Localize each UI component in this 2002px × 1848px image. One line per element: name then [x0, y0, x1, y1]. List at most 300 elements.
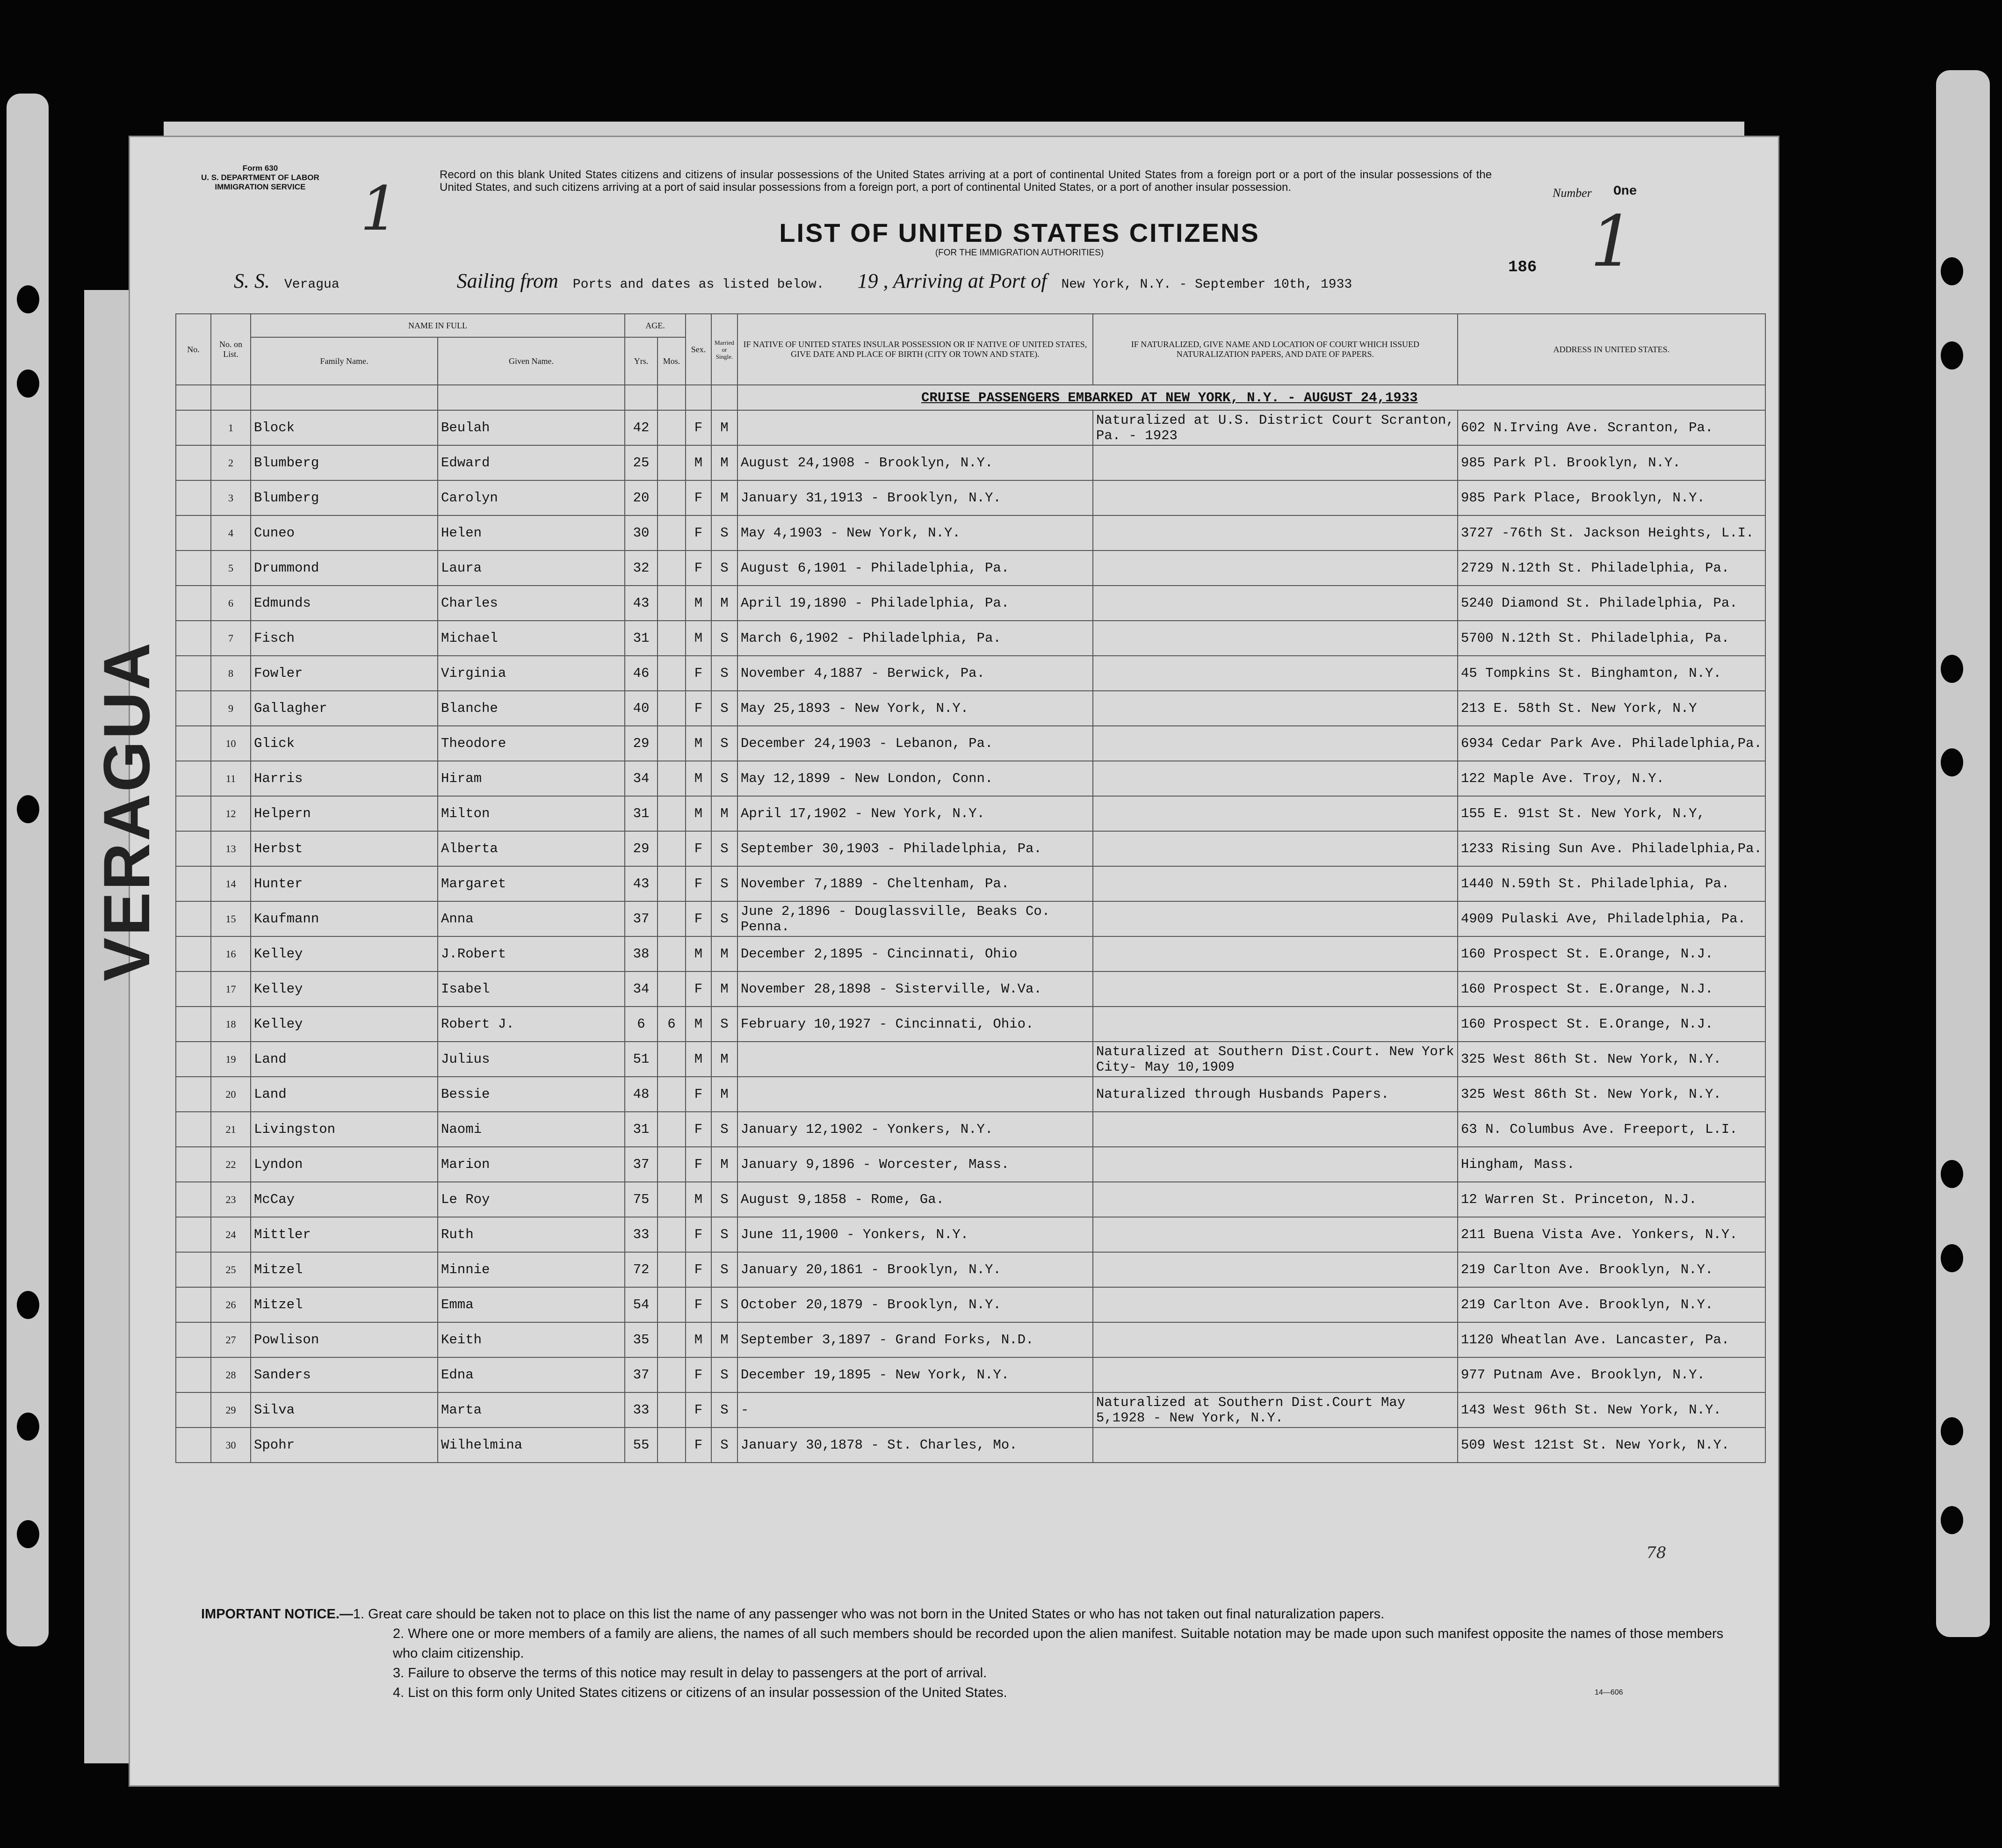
- family-name: Kaufmann: [251, 901, 438, 936]
- sex: M: [686, 586, 711, 621]
- form-code: 14—606: [1595, 1689, 1623, 1696]
- given-name: Minnie: [438, 1252, 625, 1287]
- col-sex: Sex.: [686, 314, 711, 385]
- table-row: [176, 445, 1765, 480]
- given-name: Marta: [438, 1392, 625, 1428]
- age-months: [658, 1217, 686, 1252]
- naturalization-info: [1093, 1182, 1458, 1217]
- punch-hole: [17, 1291, 39, 1319]
- age-years: 31: [625, 1112, 658, 1147]
- age-months: [658, 621, 686, 656]
- marital-status: S: [711, 901, 737, 936]
- naturalization-info: [1093, 551, 1458, 586]
- given-name: Theodore: [438, 726, 625, 761]
- table-row: [176, 1252, 1765, 1287]
- table-row: [176, 1322, 1765, 1357]
- given-name: Anna: [438, 901, 625, 936]
- address: 325 West 86th St. New York, N.Y.: [1458, 1077, 1765, 1112]
- marital-status: M: [711, 445, 737, 480]
- sex: M: [686, 761, 711, 796]
- birth-info: April 17,1902 - New York, N.Y.: [737, 796, 1093, 831]
- given-name: Ruth: [438, 1217, 625, 1252]
- marital-status: S: [711, 831, 737, 866]
- punch-hole: [1941, 1417, 1963, 1445]
- sex: F: [686, 1147, 711, 1182]
- list-number: 18: [211, 1007, 251, 1042]
- family-name: Silva: [251, 1392, 438, 1428]
- arriving-label: , Arriving at Port of: [883, 269, 1047, 292]
- col-given-name: Given Name.: [438, 337, 625, 385]
- address: 160 Prospect St. E.Orange, N.J.: [1458, 971, 1765, 1007]
- col-mos: Mos.: [658, 337, 686, 385]
- col-name-in-full: NAME IN FULL: [251, 314, 625, 337]
- marital-status: S: [711, 691, 737, 726]
- age-months: [658, 1182, 686, 1217]
- marital-status: S: [711, 515, 737, 551]
- age-months: 6: [658, 1007, 686, 1042]
- punch-hole: [1941, 1160, 1963, 1188]
- age-years: 48: [625, 1077, 658, 1112]
- given-name: Naomi: [438, 1112, 625, 1147]
- notice-item: 4. List on this form only United States citizens or citizens of an insular possession of the United States.: [393, 1685, 1007, 1700]
- sex: M: [686, 1322, 711, 1357]
- age-years: 51: [625, 1042, 658, 1077]
- age-years: 37: [625, 1357, 658, 1392]
- sex: M: [686, 726, 711, 761]
- sailing-label: Sailing from: [456, 269, 558, 292]
- address: 12 Warren St. Princeton, N.J.: [1458, 1182, 1765, 1217]
- birth-info: March 6,1902 - Philadelphia, Pa.: [737, 621, 1093, 656]
- table-row: [176, 1112, 1765, 1147]
- naturalization-info: [1093, 621, 1458, 656]
- list-number: 11: [211, 761, 251, 796]
- table-row: [176, 831, 1765, 866]
- family-name: Powlison: [251, 1322, 438, 1357]
- list-number: 20: [211, 1077, 251, 1112]
- address: 155 E. 91st St. New York, N.Y,: [1458, 796, 1765, 831]
- birth-info: May 12,1899 - New London, Conn.: [737, 761, 1093, 796]
- table-row: [176, 1182, 1765, 1217]
- marital-status: S: [711, 1112, 737, 1147]
- col-address: ADDRESS IN UNITED STATES.: [1458, 314, 1765, 385]
- naturalization-info: [1093, 1428, 1458, 1463]
- family-name: McCay: [251, 1182, 438, 1217]
- table-row: [176, 1428, 1765, 1463]
- family-name: Sanders: [251, 1357, 438, 1392]
- family-name: Land: [251, 1042, 438, 1077]
- sex: M: [686, 936, 711, 971]
- marital-status: S: [711, 656, 737, 691]
- table-row: [176, 1007, 1765, 1042]
- age-years: 31: [625, 796, 658, 831]
- table-row: [176, 1217, 1765, 1252]
- given-name: Laura: [438, 551, 625, 586]
- col-no: No.: [176, 314, 211, 385]
- sex: M: [686, 445, 711, 480]
- list-number: 15: [211, 901, 251, 936]
- given-name: Le Roy: [438, 1182, 625, 1217]
- col-marital: Married or Single.: [711, 314, 737, 385]
- age-years: 29: [625, 726, 658, 761]
- given-name: Alberta: [438, 831, 625, 866]
- age-years: 31: [625, 621, 658, 656]
- address: 977 Putnam Ave. Brooklyn, N.Y.: [1458, 1357, 1765, 1392]
- col-birth: IF NATIVE OF UNITED STATES INSULAR POSSESSION OR IF NATIVE OF UNITED STATES, GIVE DATE AND PLACE OF BIRTH (CITY OR TOWN AND STATE).: [737, 314, 1093, 385]
- table-row: [176, 1077, 1765, 1112]
- punch-hole: [17, 795, 39, 823]
- marital-status: S: [711, 761, 737, 796]
- age-years: 34: [625, 971, 658, 1007]
- sex: F: [686, 831, 711, 866]
- given-name: Keith: [438, 1322, 625, 1357]
- marital-status: S: [711, 1428, 737, 1463]
- family-name: Spohr: [251, 1428, 438, 1463]
- age-months: [658, 1357, 686, 1392]
- birth-info: November 28,1898 - Sisterville, W.Va.: [737, 971, 1093, 1007]
- address: 160 Prospect St. E.Orange, N.J.: [1458, 1007, 1765, 1042]
- age-months: [658, 1392, 686, 1428]
- age-years: 37: [625, 901, 658, 936]
- birth-info: October 20,1879 - Brooklyn, N.Y.: [737, 1287, 1093, 1322]
- given-name: Wilhelmina: [438, 1428, 625, 1463]
- marital-status: S: [711, 621, 737, 656]
- birth-info: August 9,1858 - Rome, Ga.: [737, 1182, 1093, 1217]
- naturalization-info: [1093, 1357, 1458, 1392]
- punch-hole: [17, 285, 39, 313]
- birth-info: August 6,1901 - Philadelphia, Pa.: [737, 551, 1093, 586]
- family-name: Mitzel: [251, 1287, 438, 1322]
- family-name: Helpern: [251, 796, 438, 831]
- family-name: Block: [251, 410, 438, 445]
- birth-info: [737, 1077, 1093, 1112]
- given-name: Michael: [438, 621, 625, 656]
- naturalization-info: [1093, 656, 1458, 691]
- given-name: Milton: [438, 796, 625, 831]
- age-months: [658, 410, 686, 445]
- naturalization-info: [1093, 866, 1458, 901]
- age-years: 37: [625, 1147, 658, 1182]
- marital-status: M: [711, 410, 737, 445]
- birth-info: December 24,1903 - Lebanon, Pa.: [737, 726, 1093, 761]
- punch-hole: [17, 1520, 39, 1548]
- given-name: Virginia: [438, 656, 625, 691]
- family-name: Blumberg: [251, 480, 438, 515]
- sex: F: [686, 515, 711, 551]
- naturalization-info: [1093, 691, 1458, 726]
- given-name: Margaret: [438, 866, 625, 901]
- family-name: Kelley: [251, 936, 438, 971]
- naturalization-info: Naturalized at Southern Dist.Court May 5,1928 - New York, N.Y.: [1093, 1392, 1458, 1428]
- table-row: [176, 656, 1765, 691]
- age-months: [658, 1252, 686, 1287]
- age-years: 30: [625, 515, 658, 551]
- naturalization-info: Naturalized at Southern Dist.Court. New York City- May 10,1909: [1093, 1042, 1458, 1077]
- age-years: 72: [625, 1252, 658, 1287]
- given-name: Carolyn: [438, 480, 625, 515]
- year-prefix: 19: [857, 269, 878, 292]
- marital-status: S: [711, 1182, 737, 1217]
- table-row: [176, 480, 1765, 515]
- age-years: 55: [625, 1428, 658, 1463]
- naturalization-info: [1093, 515, 1458, 551]
- age-months: [658, 445, 686, 480]
- given-name: Helen: [438, 515, 625, 551]
- sex: F: [686, 1217, 711, 1252]
- age-years: 38: [625, 936, 658, 971]
- table-row: [176, 901, 1765, 936]
- age-years: 75: [625, 1182, 658, 1217]
- list-number: 22: [211, 1147, 251, 1182]
- family-name: Kelley: [251, 1007, 438, 1042]
- age-years: 6: [625, 1007, 658, 1042]
- list-number: 2: [211, 445, 251, 480]
- given-name: Julius: [438, 1042, 625, 1077]
- family-name: Mitzel: [251, 1252, 438, 1287]
- marital-status: S: [711, 1287, 737, 1322]
- list-number: 16: [211, 936, 251, 971]
- given-name: Edward: [438, 445, 625, 480]
- age-years: 34: [625, 761, 658, 796]
- instructions-text: Record on this blank United States citizens and citizens of insular possessions of the United States arriving at a port of continental United States from a foreign port or a port of the insular possessions of the United States, and such citizens arriving at a port of said insular possessions from a foreign port, a port of continental United States, or a port of another insular possession.: [440, 168, 1492, 194]
- age-months: [658, 726, 686, 761]
- age-months: [658, 586, 686, 621]
- list-number: 10: [211, 726, 251, 761]
- marital-status: S: [711, 866, 737, 901]
- notice-item: 2. Where one or more members of a family are aliens, the names of all such members should be recorded upon the alien manifest. Suitable notation may be made upon such manifest opposite the names of those members who claim citizenship.: [393, 1626, 1724, 1661]
- ship-label: S. S.: [234, 269, 270, 292]
- table-row: [176, 796, 1765, 831]
- cruise-banner: CRUISE PASSENGERS EMBARKED AT NEW YORK, N.Y. - AUGUST 24,1933: [921, 390, 1418, 406]
- punch-hole: [17, 370, 39, 398]
- naturalization-info: Naturalized at U.S. District Court Scranton, Pa. - 1923: [1093, 410, 1458, 445]
- age-months: [658, 866, 686, 901]
- given-name: Charles: [438, 586, 625, 621]
- marital-status: M: [711, 1147, 737, 1182]
- address: 325 West 86th St. New York, N.Y.: [1458, 1042, 1765, 1077]
- age-months: [658, 480, 686, 515]
- age-years: 32: [625, 551, 658, 586]
- family-name: Cuneo: [251, 515, 438, 551]
- birth-info: January 12,1902 - Yonkers, N.Y.: [737, 1112, 1093, 1147]
- list-number: 29: [211, 1392, 251, 1428]
- age-months: [658, 936, 686, 971]
- family-name: Hunter: [251, 866, 438, 901]
- arriving-port: New York, N.Y. - September 10th, 19: [1061, 277, 1337, 292]
- sex: F: [686, 551, 711, 586]
- address: 2729 N.12th St. Philadelphia, Pa.: [1458, 551, 1765, 586]
- address: 219 Carlton Ave. Brooklyn, N.Y.: [1458, 1287, 1765, 1322]
- address: 509 West 121st St. New York, N.Y.: [1458, 1428, 1765, 1463]
- address: 1120 Wheatlan Ave. Lancaster, Pa.: [1458, 1322, 1765, 1357]
- given-name: Beulah: [438, 410, 625, 445]
- punch-hole: [1941, 748, 1963, 776]
- list-number: 28: [211, 1357, 251, 1392]
- sex: F: [686, 1287, 711, 1322]
- address: 160 Prospect St. E.Orange, N.J.: [1458, 936, 1765, 971]
- age-years: 25: [625, 445, 658, 480]
- list-number: 21: [211, 1112, 251, 1147]
- important-notice: [201, 1604, 1744, 1703]
- col-age: AGE.: [625, 314, 686, 337]
- address: Hingham, Mass.: [1458, 1147, 1765, 1182]
- naturalization-info: [1093, 586, 1458, 621]
- naturalization-info: [1093, 1322, 1458, 1357]
- age-months: [658, 1042, 686, 1077]
- naturalization-info: [1093, 480, 1458, 515]
- table-row: [176, 761, 1765, 796]
- table-row: [176, 621, 1765, 656]
- age-years: 40: [625, 691, 658, 726]
- address: 213 E. 58th St. New York, N.Y: [1458, 691, 1765, 726]
- given-name: Edna: [438, 1357, 625, 1392]
- age-months: [658, 1112, 686, 1147]
- sex: F: [686, 971, 711, 1007]
- birth-info: January 30,1878 - St. Charles, Mo.: [737, 1428, 1093, 1463]
- notice-lead: IMPORTANT NOTICE.—: [201, 1607, 353, 1622]
- stamp-number: 186: [1508, 259, 1537, 276]
- list-number: 23: [211, 1182, 251, 1217]
- age-years: 42: [625, 410, 658, 445]
- sex: F: [686, 1357, 711, 1392]
- sex: F: [686, 1112, 711, 1147]
- list-number: 6: [211, 586, 251, 621]
- handwritten-page-number: 78: [1646, 1544, 1667, 1562]
- family-name: Harris: [251, 761, 438, 796]
- table-row: [176, 936, 1765, 971]
- address: 5700 N.12th St. Philadelphia, Pa.: [1458, 621, 1765, 656]
- col-family-name: Family Name.: [251, 337, 438, 385]
- age-months: [658, 796, 686, 831]
- birth-info: February 10,1927 - Cincinnati, Ohio.: [737, 1007, 1093, 1042]
- form-identifier: Form 630 U. S. DEPARTMENT OF LABOR IMMIGRATION SERVICE: [201, 164, 319, 191]
- sex: F: [686, 1252, 711, 1287]
- given-name: Marion: [438, 1147, 625, 1182]
- age-months: [658, 1077, 686, 1112]
- age-months: [658, 1322, 686, 1357]
- page-title: LIST OF UNITED STATES CITIZENS: [779, 218, 1260, 247]
- list-number: 9: [211, 691, 251, 726]
- marital-status: M: [711, 480, 737, 515]
- sex: F: [686, 901, 711, 936]
- birth-info: December 2,1895 - Cincinnati, Ohio: [737, 936, 1093, 971]
- family-name: Kelley: [251, 971, 438, 1007]
- marital-status: S: [711, 726, 737, 761]
- age-years: 33: [625, 1217, 658, 1252]
- punch-hole: [17, 1413, 39, 1441]
- list-number: 13: [211, 831, 251, 866]
- family-name: Blumberg: [251, 445, 438, 480]
- punch-hole: [1941, 1506, 1963, 1534]
- sex: F: [686, 656, 711, 691]
- naturalization-info: [1093, 901, 1458, 936]
- sex: M: [686, 1007, 711, 1042]
- birth-info: November 7,1889 - Cheltenham, Pa.: [737, 866, 1093, 901]
- naturalization-info: [1093, 1287, 1458, 1322]
- table-row: [176, 551, 1765, 586]
- sex: M: [686, 621, 711, 656]
- list-number: 26: [211, 1287, 251, 1322]
- notice-item: 3. Failure to observe the terms of this notice may result in delay to passengers at the port of arrival.: [393, 1666, 987, 1681]
- table-row: [176, 691, 1765, 726]
- birth-info: January 9,1896 - Worcester, Mass.: [737, 1147, 1093, 1182]
- side-ship-label: VERAGUA: [90, 641, 163, 982]
- marital-status: M: [711, 796, 737, 831]
- list-number: 25: [211, 1252, 251, 1287]
- naturalization-info: [1093, 796, 1458, 831]
- ship-name: Veragua: [284, 277, 340, 292]
- sex: F: [686, 1428, 711, 1463]
- age-months: [658, 901, 686, 936]
- sex: M: [686, 1042, 711, 1077]
- birth-info: September 30,1903 - Philadelphia, Pa.: [737, 831, 1093, 866]
- list-number: 19: [211, 1042, 251, 1077]
- list-number: 4: [211, 515, 251, 551]
- given-name: Bessie: [438, 1077, 625, 1112]
- table-row: [176, 1357, 1765, 1392]
- marital-status: M: [711, 1077, 737, 1112]
- number-label: Number: [1553, 186, 1592, 200]
- table-row: [176, 586, 1765, 621]
- age-months: [658, 1147, 686, 1182]
- table-row: [176, 1042, 1765, 1077]
- table-row: [176, 1287, 1765, 1322]
- age-years: 43: [625, 866, 658, 901]
- address: 985 Park Place, Brooklyn, N.Y.: [1458, 480, 1765, 515]
- list-number: 27: [211, 1322, 251, 1357]
- given-name: Emma: [438, 1287, 625, 1322]
- punch-hole: [1941, 1244, 1963, 1272]
- page-subtitle: (FOR THE IMMIGRATION AUTHORITIES): [935, 248, 1104, 258]
- passenger-table: [175, 313, 1766, 1463]
- table-row: [176, 971, 1765, 1007]
- age-months: [658, 971, 686, 1007]
- given-name: Hiram: [438, 761, 625, 796]
- sex: F: [686, 691, 711, 726]
- list-number: 3: [211, 480, 251, 515]
- list-number: 5: [211, 551, 251, 586]
- birth-info: June 11,1900 - Yonkers, N.Y.: [737, 1217, 1093, 1252]
- list-number: 14: [211, 866, 251, 901]
- address: 3727 -76th St. Jackson Heights, L.I.: [1458, 515, 1765, 551]
- sex: M: [686, 796, 711, 831]
- table-row: [176, 726, 1765, 761]
- marital-status: S: [711, 1007, 737, 1042]
- birth-info: January 31,1913 - Brooklyn, N.Y.: [737, 480, 1093, 515]
- age-months: [658, 515, 686, 551]
- age-years: 43: [625, 586, 658, 621]
- marital-status: M: [711, 1322, 737, 1357]
- age-months: [658, 691, 686, 726]
- table-row: [176, 1392, 1765, 1428]
- marital-status: S: [711, 551, 737, 586]
- address: 211 Buena Vista Ave. Yonkers, N.Y.: [1458, 1217, 1765, 1252]
- naturalization-info: Naturalized through Husbands Papers.: [1093, 1077, 1458, 1112]
- age-years: 29: [625, 831, 658, 866]
- address: 985 Park Pl. Brooklyn, N.Y.: [1458, 445, 1765, 480]
- address: 1233 Rising Sun Ave. Philadelphia,Pa.: [1458, 831, 1765, 866]
- sex: F: [686, 480, 711, 515]
- marital-status: M: [711, 936, 737, 971]
- age-years: 35: [625, 1322, 658, 1357]
- list-number: 12: [211, 796, 251, 831]
- sex: F: [686, 410, 711, 445]
- col-yrs: Yrs.: [625, 337, 658, 385]
- birth-info: [737, 410, 1093, 445]
- naturalization-info: [1093, 1252, 1458, 1287]
- family-name: Glick: [251, 726, 438, 761]
- given-name: Blanche: [438, 691, 625, 726]
- list-number: 8: [211, 656, 251, 691]
